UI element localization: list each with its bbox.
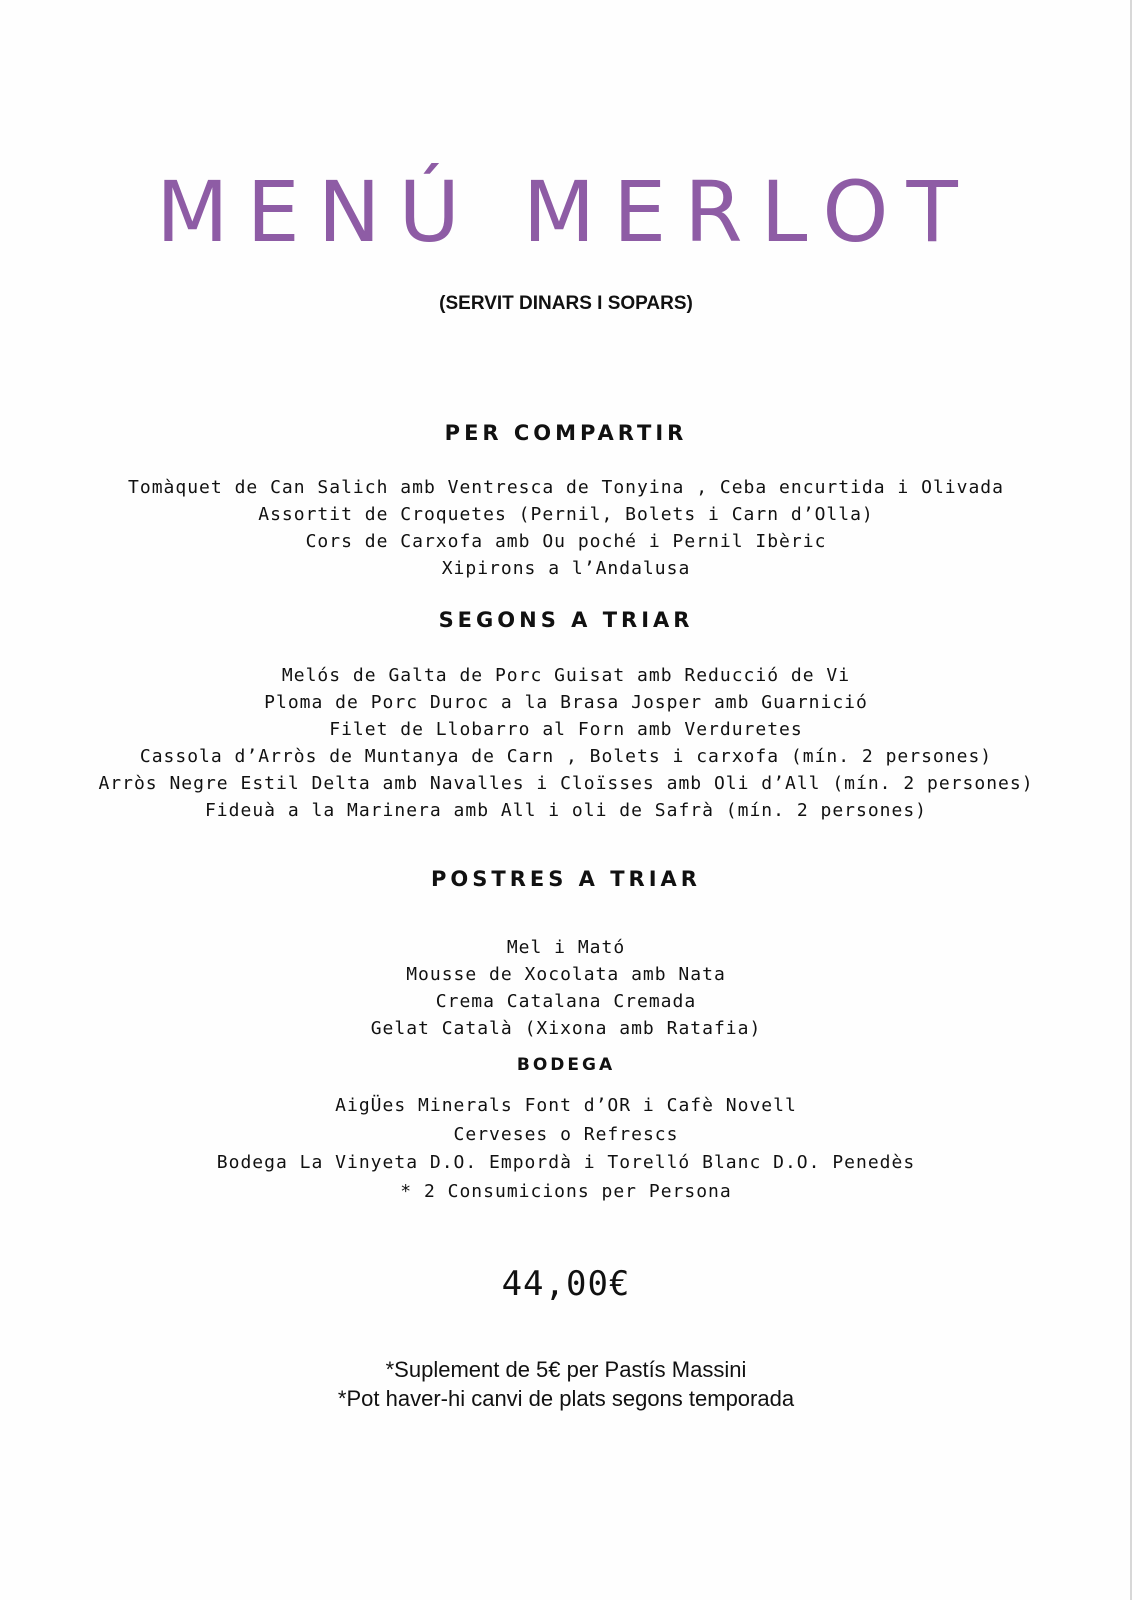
menu-notes — [0, 1355, 1132, 1413]
menu-item: Cassola d’Arròs de Muntanya de Carn , Bolets i carxofa (mín. 2 persones) — [139, 746, 993, 767]
menu-item: Cors de Carxofa amb Ou poché i Pernil Ibèric — [305, 531, 827, 552]
menu-item: Xipirons a l’Andalusa — [441, 558, 691, 579]
menu-item: Cerveses o Refrescs — [453, 1123, 679, 1145]
menu-item: Gelat Català (Xixona amb Ratafia) — [370, 1018, 762, 1039]
menu-item: Fideuà a la Marinera amb All i oli de Safrà (mín. 2 persones) — [204, 800, 928, 821]
menu-item: Filet de Llobarro al Forn amb Verduretes — [329, 719, 803, 740]
note-line: *Pot haver-hi canvi de plats segons temporada — [337, 1386, 795, 1411]
menu-item: Mel i Mató — [506, 937, 626, 958]
menu-item: Tomàquet de Can Salich amb Ventresca de Tonyina , Ceba encurtida i Olivada — [128, 477, 1004, 498]
menu-price: 44,00€ — [501, 1264, 631, 1304]
section-heading-bodega: BODEGA — [516, 1055, 616, 1075]
section-items-postres — [0, 934, 1132, 1042]
menu-item: Crema Catalana Cremada — [435, 991, 697, 1012]
section-items-bodega — [0, 1092, 1132, 1206]
section-heading-per-compartir: PER COMPARTIR — [444, 421, 688, 445]
menu-title: MENÚ MERLOT — [156, 163, 976, 261]
menu-item: Arròs Negre Estil Delta amb Navalles i Cloïsses amb Oli d’All (mín. 2 persones) — [98, 773, 1034, 794]
menu-item: AigÜes Minerals Font d’OR i Cafè Novell — [335, 1095, 797, 1116]
section-heading-segons: SEGONS A TRIAR — [438, 608, 694, 632]
section-items-per-compartir — [0, 474, 1132, 582]
section-heading-postres: POSTRES A TRIAR — [431, 867, 701, 891]
menu-item: * 2 Consumicions per Persona — [400, 1180, 732, 1202]
menu-item: Bodega La Vinyeta D.O. Empordà i Torelló Blanc D.O. Penedès — [216, 1152, 916, 1173]
menu-item: Assortit de Croquetes (Pernil, Bolets i Carn d’Olla) — [258, 504, 874, 525]
section-items-segons — [0, 662, 1132, 824]
menu-subtitle: (SERVIT DINARS I SOPARS) — [439, 293, 693, 314]
menu-item: Melós de Galta de Porc Guisat amb Reducció de Vi — [281, 665, 851, 686]
menu-item: Mousse de Xocolata amb Nata — [406, 964, 726, 985]
menu-item: Ploma de Porc Duroc a la Brasa Josper amb Guarnició — [264, 692, 868, 713]
note-line: *Suplement de 5€ per Pastís Massini — [385, 1357, 747, 1382]
